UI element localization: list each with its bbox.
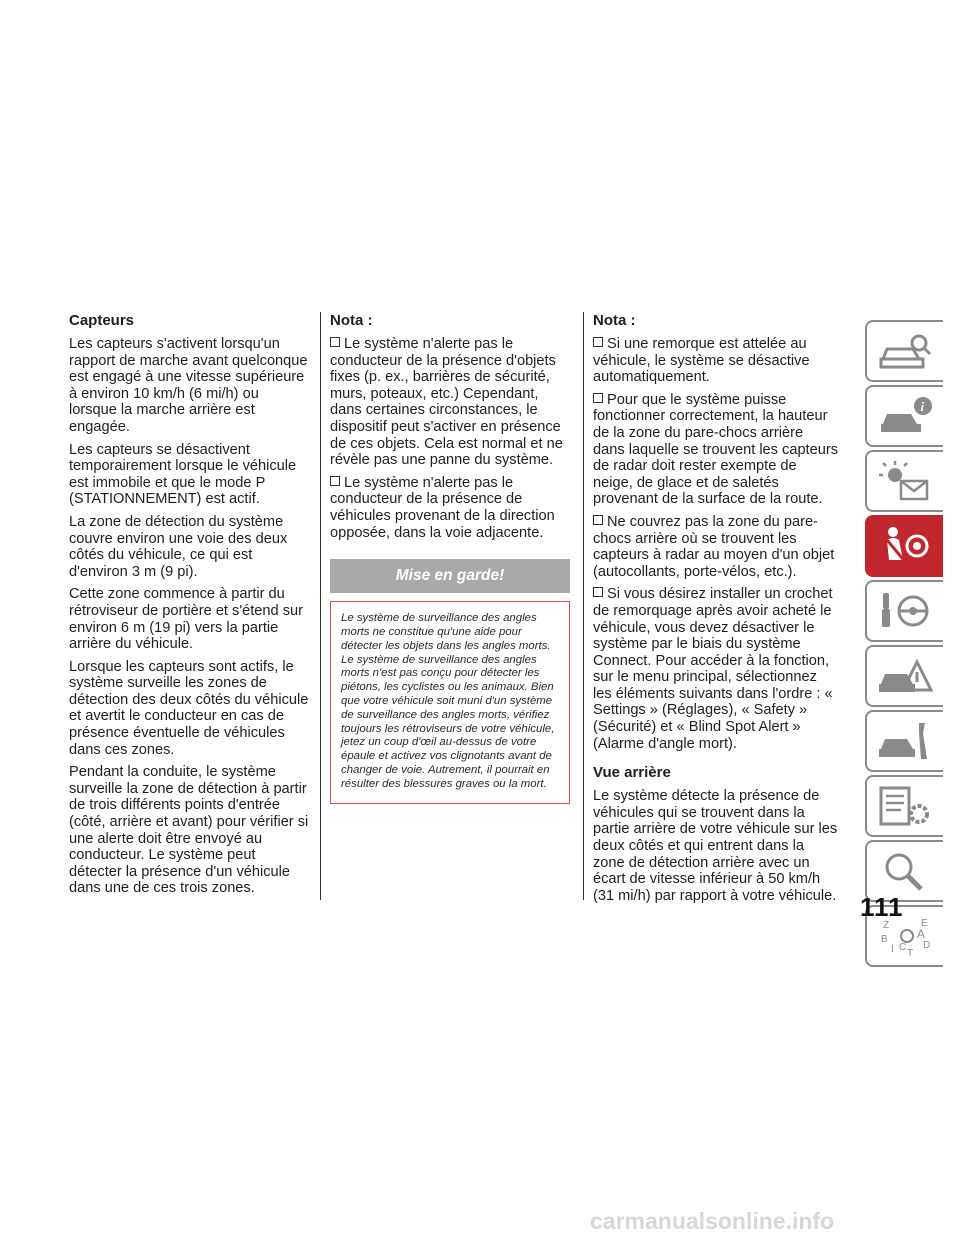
car-info-icon (877, 394, 933, 438)
watermark: carmanualsonline.info (590, 1208, 835, 1234)
svg-text:i: i (920, 399, 925, 414)
warning-lights-message-icon (877, 459, 933, 503)
tab-safety[interactable] (865, 515, 943, 577)
checkbox-bullet-icon (330, 337, 340, 347)
svg-text:D: D (923, 940, 931, 951)
paragraph: Les capteurs s'activent lorsqu'un rapport de marche avant quelconque est engagé à une vitesse supérieure à environ 10 km/h (6 mi/h) ou lorsque la marche arrière est engagée. (69, 336, 308, 435)
checkbox-bullet-icon (593, 515, 603, 525)
nota-title: Nota : (593, 312, 636, 329)
specifications-gear-icon (877, 784, 933, 828)
warning-text: Le système de surveillance des angles morts ne constitue qu'une aide pour détecter les objets dans les angles morts. Le système de surveillance des angles morts n'est pas conçu pour détecter les piétons, les cyclistes ou les animaux. Bien que votre véhicule soit muni d'un système de surveillance des angles morts, vérifiez toujours les rétroviseurs de votre véhicule, jetez un coup d'œil au-dessus de votre épaule et activez vos clignotants avant de changer de voie. Autrement, il pourrait en résulter des blessures graves ou la mort. (330, 601, 570, 804)
nota-bullet: Le système n'alerte pas le conducteur de la présence de véhicules provenant de la direction opposée, dans la voie adjacente. (330, 474, 555, 541)
tab-warning-lights[interactable] (865, 450, 943, 512)
key-steering-wheel-icon (877, 589, 933, 633)
paragraph: Cette zone commence à partir du rétroviseur de portière et s'étend sur environ 6 m (19 pi) vers la partie arrière du véhicule. (69, 586, 303, 653)
tab-car-search[interactable] (865, 320, 943, 382)
svg-text:A: A (917, 927, 926, 941)
column-1 (69, 312, 309, 903)
svg-text:T: T (907, 948, 914, 958)
checkbox-bullet-icon (330, 476, 340, 486)
checkbox-bullet-icon (593, 587, 603, 597)
tab-car-info[interactable] (865, 385, 943, 447)
section-heading-vue-arriere: Vue arrière (593, 764, 671, 782)
nota-bullet: Ne couvrez pas la zone du pare-chocs arrière où se trouvent les capteurs à radar au moyen d'un objet (autocollants, porte-vélos, etc.). (593, 513, 835, 580)
svg-text:E: E (921, 918, 928, 929)
column-2 (330, 312, 570, 804)
tab-maintenance[interactable] (865, 710, 943, 772)
paragraph: Lorsque les capteurs sont actifs, le système surveille les zones de détection des deux côtés du véhicule et avertit le conducteur en cas de présence éventuelle de véhicules dans ces zones. (69, 658, 309, 758)
checkbox-bullet-icon (593, 393, 603, 403)
nota-bullet: Si vous désirez installer un crochet de remorquage après avoir acheté le véhicule, vous devez désactiver le système par le biais du système Connect. Pour accéder à la fonction, sur le menu principal, sélectionnez les éléments suivants dans l'ordre : « Settings » (Réglages), « Safety » (Sécurité) et « Blind Spot Alert » (Alarme d'angle mort). (593, 586, 833, 752)
column-divider (320, 312, 321, 900)
svg-text:Z: Z (883, 920, 890, 931)
nota-bullet: Le système n'alerte pas le conducteur de la présence d'objets fixes (p. ex., barrières de sécurité, murs, poteaux, etc.) Cependant, dans certaines circonstances, le dispositif peut s'activer en présence de ces objets. Cela est normal et ne révèle pas une panne du système. (330, 336, 563, 469)
tab-starting-driving[interactable] (865, 580, 943, 642)
airbag-seatbelt-icon (877, 524, 933, 568)
car-emergency-icon (877, 654, 933, 698)
paragraph: La zone de détection du système couvre environ une voie des deux côtés du véhicule, ce qui est d'environ 3 m (9 pi). (69, 513, 288, 580)
svg-text:C: C (899, 942, 907, 953)
chapter-tabs (865, 320, 945, 970)
tab-specifications[interactable] (865, 775, 943, 837)
paragraph: Les capteurs se désactivent temporairement lorsque le véhicule est immobile et que le mode P (STATIONNEMENT) est actif. (69, 441, 297, 508)
page-number: 111 (860, 892, 904, 922)
paragraph: Pendant la conduite, le système surveille la zone de détection à partir de trois différents points d'entrée (côté, arrière et avant) pour vérifier si une alerte doit être envoyé au conducteur. Le système peut détecter la présence d'un véhicule dans une de ces trois zones. (69, 764, 309, 897)
svg-text:B: B (881, 934, 888, 945)
car-search-icon (877, 329, 933, 373)
nota-bullet: Pour que le système puisse fonctionner correctement, la hauteur de la zone du pare-chocs arrière dans laquelle se trouvent les capteurs de radar doit rester exempte de neige, de glace et de saletés provenant de la surface de la route. (593, 391, 839, 508)
warning-title: Mise en garde! (330, 559, 570, 593)
paragraph: Le système détecte la présence de véhicules qui se trouvent dans la partie arrière de votre véhicule sur les deux côtés et qui entrent dans la zone de détection arrière avec un écart de vitesse inférieur à 50 km/h (31 mi/h) par rapport à votre véhicule. (593, 788, 838, 904)
nota-title: Nota : (330, 312, 373, 329)
column-3 (593, 312, 838, 910)
magnifier-icon (877, 849, 933, 893)
column-divider (583, 312, 584, 900)
section-heading-capteurs: Capteurs (69, 312, 135, 329)
car-maintenance-icon (877, 719, 933, 763)
nota-bullet: Si une remorque est attelée au véhicule, le système se désactive automatiquement. (593, 336, 810, 386)
svg-text:I: I (891, 944, 894, 955)
tab-emergency[interactable] (865, 645, 943, 707)
checkbox-bullet-icon (593, 337, 603, 347)
